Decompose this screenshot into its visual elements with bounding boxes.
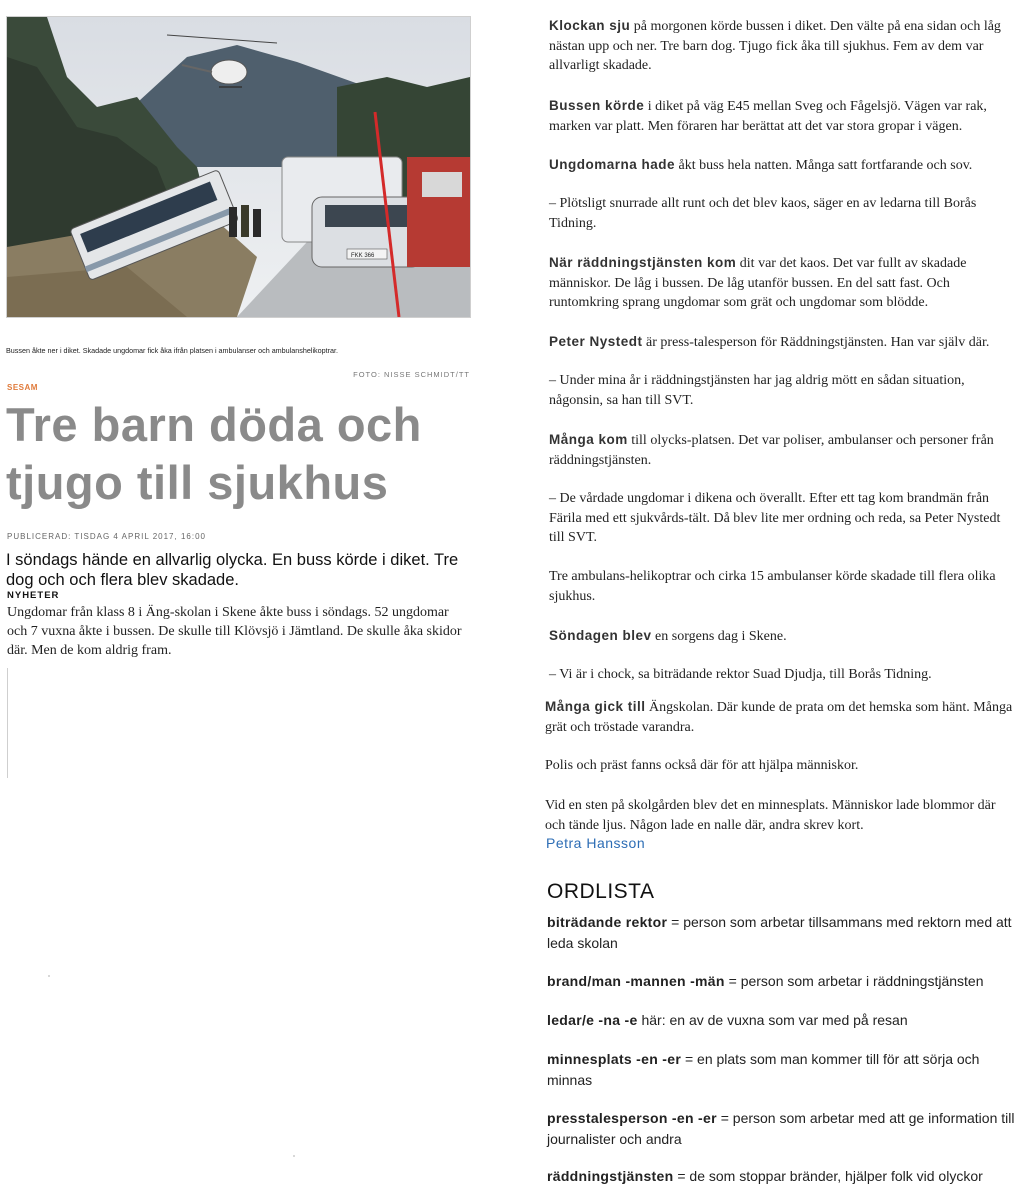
paragraph-lead-in: Många gick till <box>545 699 646 714</box>
paragraph <box>549 16 1017 76</box>
paragraph <box>549 665 1017 685</box>
glossary-entry <box>547 971 1015 992</box>
glossary-definition: = person som arbetar i räddningstjänsten <box>724 973 984 989</box>
glossary-term: biträdande rektor <box>547 914 668 930</box>
paragraph <box>549 567 1017 606</box>
article-photo <box>6 16 471 318</box>
section-label[interactable]: SESAM <box>7 383 38 392</box>
paragraph-text: åkt buss hela natten. Många satt fortfarande och sov. <box>675 158 973 173</box>
paragraph <box>545 697 1013 737</box>
paragraph-lead-in: Klockan sju <box>549 18 631 33</box>
paragraph-text: Ängskolan. Där kunde de prata om det hemska som hänt. Många grät och tröstade varandra. <box>545 700 1013 735</box>
paragraph <box>549 332 1017 353</box>
scan-artifact-dot <box>48 975 50 977</box>
paragraph <box>545 796 1013 835</box>
glossary-entry <box>547 1108 1015 1150</box>
scan-artifact-dot <box>293 1155 295 1157</box>
paragraph <box>549 194 1017 233</box>
photo-caption: Bussen åkte ner i diket. Skadade ungdomar fick åka ifrån platsen i ambulanser och ambulanshelikoptrar. <box>6 346 339 355</box>
paragraph <box>549 489 1017 548</box>
paragraph-text: Polis och präst fanns också där för att hjälpa människor. <box>545 758 859 773</box>
paragraph-lead-in: Söndagen blev <box>549 628 652 643</box>
glossary-definition: = en plats som man kommer till för att sörja och minnas <box>547 1051 980 1088</box>
paragraph-text: Vid en sten på skolgården blev det en minnesplats. Människor lade blommor där och tände ljus. Någon lade en nalle där, andra skrev kort. <box>545 798 996 833</box>
glossary-term: räddningstjänsten <box>547 1168 674 1184</box>
glossary-term: ledar/e -na -e <box>547 1012 638 1028</box>
paragraph <box>549 253 1017 313</box>
author-byline-link[interactable]: Petra Hansson <box>546 835 646 851</box>
article-intro: Ungdomar från klass 8 i Äng-skolan i Skene åkte buss i söndags. 52 ungdomar och 7 vuxna åkte i bussen. De skulle till Klövsjö i Jämtland. De skulle åka skidor där. Men de kom aldrig fram. <box>7 605 462 658</box>
bus-crash-photo <box>7 17 470 317</box>
published-date: PUBLICERAD: TISDAG 4 APRIL 2017, 16:00 <box>7 532 206 541</box>
paragraph-lead-in: Peter Nystedt <box>549 334 643 349</box>
paragraph-text: till olycks-platsen. Det var poliser, ambulanser och personer från räddningstjänsten. <box>549 433 994 468</box>
glossary-definition: = person som arbetar med att ge information till journalister och andra <box>547 1110 1015 1147</box>
paragraph <box>549 96 1017 136</box>
paragraph-text: – De vårdade ungdomar i dikena och överallt. Efter ett tag kom brandmän från Färila med ett sjukvårds-tält. Då blev lite mer ordning och reda, sa Peter Nystedt till SVT. <box>549 491 1001 545</box>
paragraph-text: – Plötsligt snurrade allt runt och det blev kaos, säger en av ledarna till Borås Tidning. <box>549 196 977 231</box>
glossary-term: presstalesperson -en -er <box>547 1110 717 1126</box>
paragraph <box>549 155 1017 176</box>
glossary-entry <box>547 1010 1015 1031</box>
paragraph-lead-in: När räddningstjänsten kom <box>549 255 737 270</box>
glossary-entry <box>547 1049 1015 1091</box>
glossary-term: minnesplats -en -er <box>547 1051 682 1067</box>
paragraph <box>545 756 1013 776</box>
paragraph <box>549 371 1017 410</box>
paragraph-text: är press-talesperson för Räddningstjänsten. Han var själv där. <box>642 335 990 350</box>
paragraph-lead-in: Ungdomarna hade <box>549 157 676 172</box>
paragraph-text: dit var det kaos. Det var fullt av skadade människor. De låg i bussen. De låg utanför bussen. En del satt fast. Och runtomkring sprang ungdomar som grät och ungdomar som blödde. <box>549 256 967 310</box>
paragraph-text: i diket på väg E45 mellan Sveg och Fågelsjö. Vägen var rak, marken var platt. Men föraren har berättat att det var stora gropar i vägen. <box>549 99 987 134</box>
article-headline <box>6 396 476 512</box>
paragraph-lead-in: Bussen körde <box>549 98 645 113</box>
paragraph-text: en sorgens dag i Skene. <box>651 629 787 644</box>
glossary-definition: = person som arbetar tillsammans med rektorn med att leda skolan <box>547 914 1012 951</box>
article-lead: I söndags hände en allvarlig olycka. En buss körde i diket. Tre dog och och flera blev skadade. <box>6 551 459 589</box>
glossary-term: brand/man -mannen -män <box>547 973 725 989</box>
glossary-definition: = de som stoppar bränder, hjälper folk vid olyckor <box>673 1168 983 1184</box>
license-plate: FKK 366 <box>351 253 375 259</box>
paragraph <box>549 626 1017 647</box>
paragraph-text: på morgonen körde bussen i diket. Den välte på ena sidan och låg nästan upp och ner. Tre barn dog. Tjugo fick åka till sjukhus. Fem av dem var allvarligt skadade. <box>549 19 1001 73</box>
paragraph-text: – Under mina år i räddningstjänsten har jag aldrig mött en sådan situation, någonsin, sa han till SVT. <box>549 373 965 408</box>
glossary-entry <box>547 912 1015 954</box>
scan-artifact-line <box>7 668 8 778</box>
paragraph-lead-in: Många kom <box>549 432 628 447</box>
photo-credit: FOTO: NISSE SCHMIDT/TT <box>353 370 470 379</box>
paragraph-text: Tre ambulans-helikoptrar och cirka 15 ambulanser körde skadade till flera olika sjukhus. <box>549 569 996 604</box>
paragraph <box>549 430 1017 470</box>
glossary-heading: ORDLISTA <box>547 880 655 903</box>
category-label[interactable]: NYHETER <box>7 590 60 601</box>
headline-line-2: tjugo till sjukhus <box>6 456 389 509</box>
paragraph-text: – Vi är i chock, sa biträdande rektor Suad Djudja, till Borås Tidning. <box>549 667 932 682</box>
headline-line-1: Tre barn döda och <box>6 398 422 451</box>
glossary-definition: här: en av de vuxna som var med på resan <box>637 1012 908 1028</box>
